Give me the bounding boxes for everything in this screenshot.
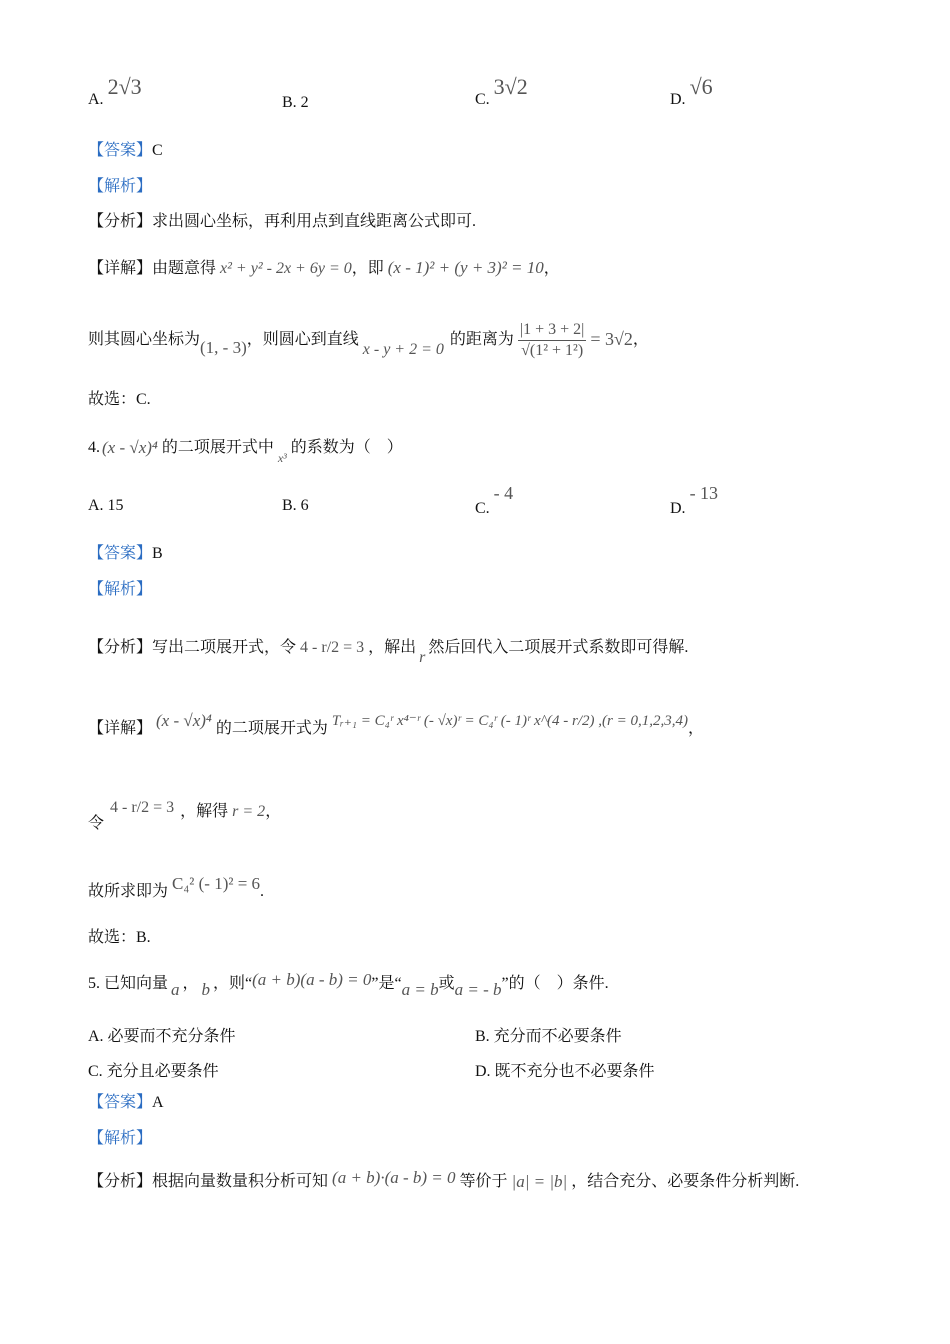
q3-option-d xyxy=(670,74,713,110)
option-label: A. xyxy=(88,91,104,108)
question-number: 4. xyxy=(88,439,100,457)
q4-option-c xyxy=(475,483,514,517)
q4-option-a: A. 15 xyxy=(88,497,124,514)
detail-tag: 【详解】 xyxy=(88,720,153,738)
q3-option-c xyxy=(475,74,528,110)
equation: x² + y² - 2x + 6y = 0 xyxy=(220,260,352,277)
q3-analysis-line xyxy=(88,177,152,196)
text: ，则圆心到直线 xyxy=(246,331,359,349)
result-equation: C₄² (- 1)² = 6 xyxy=(172,873,261,893)
text: 的二项展开式为 xyxy=(215,720,328,738)
q4-fenxi-line xyxy=(88,622,688,674)
equation: 4 - r/2 = 3 xyxy=(110,799,175,817)
q4-stem xyxy=(88,432,403,464)
analysis-tag: 【解析】 xyxy=(88,178,153,195)
vector-b: b xyxy=(201,979,211,999)
q3-option-b xyxy=(282,94,309,112)
option-label: C. xyxy=(475,500,490,517)
q5-option-d: D. 既不充分也不必要条件 xyxy=(475,1063,655,1080)
text: 则其圆心坐标为 xyxy=(88,331,201,349)
option-value: - 4 xyxy=(493,483,514,503)
answer-tag: 【答案】 xyxy=(88,545,153,562)
question-number: 5. xyxy=(88,975,100,993)
q5-stem xyxy=(88,966,609,1002)
distance-result: = 3√2 xyxy=(590,329,633,350)
answer-value: A xyxy=(152,1094,164,1111)
line-equation: x - y + 2 = 0 xyxy=(362,341,444,359)
fenxi-tag: 【分析】 xyxy=(88,213,153,230)
text: ，解得 xyxy=(180,803,229,821)
q4-answer-line xyxy=(88,544,163,563)
general-term: Tᵣ₊₁ = C₄ʳ x⁴⁻ʳ (- √x)ʳ = C₄ʳ (- 1)ʳ x^(4 - r/2) ,(r = 0,1,2,3,4) xyxy=(331,713,688,729)
text: ，解出 xyxy=(368,639,417,657)
q5-option-b: B. 充分而不必要条件 xyxy=(475,1028,622,1045)
condition-1: (a + b)(a - b) = 0 xyxy=(252,969,372,989)
q3-detail-line xyxy=(88,258,560,278)
text: 令 xyxy=(88,815,105,833)
text: 写出二项展开式，令 xyxy=(152,639,297,657)
option-math: √6 xyxy=(689,74,713,99)
text: ”是“ xyxy=(371,975,402,993)
q3-answer-line xyxy=(88,141,163,160)
q5-analysis-line xyxy=(88,1129,152,1148)
q3-choose: 故选：C. xyxy=(88,391,151,408)
q3-distance-line xyxy=(88,312,649,368)
detail-tag: 【详解】 xyxy=(88,260,153,277)
analysis-tag: 【解析】 xyxy=(88,1130,153,1147)
text: 已知向量 xyxy=(104,975,169,993)
text: 由题意得 xyxy=(152,260,217,277)
text: ， xyxy=(543,260,560,277)
condition-2b: a = - b xyxy=(454,979,502,999)
q4-analysis-line xyxy=(88,580,152,599)
q4-detail-line xyxy=(88,703,704,755)
option-value: - 13 xyxy=(689,483,719,503)
text: ，即 xyxy=(351,260,384,277)
fraction-denominator: √(1² + 1²) xyxy=(521,341,584,359)
q4-choose: 故选：B. xyxy=(88,929,151,946)
option-math: 2√3 xyxy=(107,74,142,99)
fenxi-text: 求出圆心坐标，再利用点到直线距离公式即可. xyxy=(152,213,477,230)
analysis-tag: 【解析】 xyxy=(88,581,153,598)
distance-fraction xyxy=(518,320,586,359)
equation: (a + b)·(a - b) = 0 xyxy=(332,1167,456,1187)
answer-value: B xyxy=(152,545,163,562)
text: 或 xyxy=(438,975,455,993)
q3-option-a xyxy=(88,74,142,110)
text: 的二项展开式中 xyxy=(161,439,274,457)
condition-2a: a = b xyxy=(401,979,439,999)
text: 故所求即为 xyxy=(88,883,169,901)
answer-tag: 【答案】 xyxy=(88,142,153,159)
text: 的系数为（ ） xyxy=(290,439,403,457)
option-label: D. xyxy=(670,500,686,517)
text: ，结合充分、必要条件分析判断. xyxy=(571,1173,800,1191)
equation: (x - 1)² + (y + 3)² = 10 xyxy=(387,258,544,277)
text: 根据向量数量积分析可知 xyxy=(152,1173,329,1191)
q5-answer-line xyxy=(88,1093,164,1112)
equation: |a| = |b| xyxy=(511,1171,568,1191)
text: 然后回代入二项展开式系数即可得解. xyxy=(428,639,689,657)
text: ， xyxy=(182,975,199,993)
text: ， xyxy=(265,803,282,821)
q3-fenxi-line xyxy=(88,212,476,231)
fraction-numerator: |1 + 3 + 2| xyxy=(518,320,586,340)
q4-option-b: B. 6 xyxy=(282,497,309,514)
text: . xyxy=(260,883,265,901)
q4-ling-line xyxy=(88,786,281,838)
text: ， xyxy=(632,331,649,349)
term: x³ xyxy=(277,450,287,465)
text: 等价于 xyxy=(459,1173,508,1191)
center-coord: (1, - 3) xyxy=(200,337,247,357)
text: ”的（ ）条件. xyxy=(501,975,609,993)
vector-a: a xyxy=(171,979,180,999)
option-label: C. xyxy=(475,91,490,108)
answer-tag: 【答案】 xyxy=(88,1094,153,1111)
option-label: B. 2 xyxy=(282,94,309,111)
expression: (x - √x)⁴ xyxy=(102,437,158,457)
expression: (x - √x)⁴ xyxy=(156,710,212,730)
q5-option-c: C. 充分且必要条件 xyxy=(88,1063,219,1080)
text: ， xyxy=(687,720,704,738)
q5-fenxi-line xyxy=(88,1164,799,1200)
variable: r xyxy=(419,649,426,667)
option-label: D. xyxy=(670,91,686,108)
text: 的距离为 xyxy=(449,331,514,349)
equation: 4 - r/2 = 3 xyxy=(300,639,365,657)
option-math: 3√2 xyxy=(493,74,528,99)
answer-value: C xyxy=(152,142,163,159)
text: ，则“ xyxy=(213,975,253,993)
result: r = 2 xyxy=(232,803,266,821)
fenxi-tag: 【分析】 xyxy=(88,639,153,657)
q5-option-a: A. 必要而不充分条件 xyxy=(88,1028,236,1045)
q4-option-d xyxy=(670,483,719,517)
q4-result-line xyxy=(88,868,264,900)
fenxi-tag: 【分析】 xyxy=(88,1173,153,1191)
